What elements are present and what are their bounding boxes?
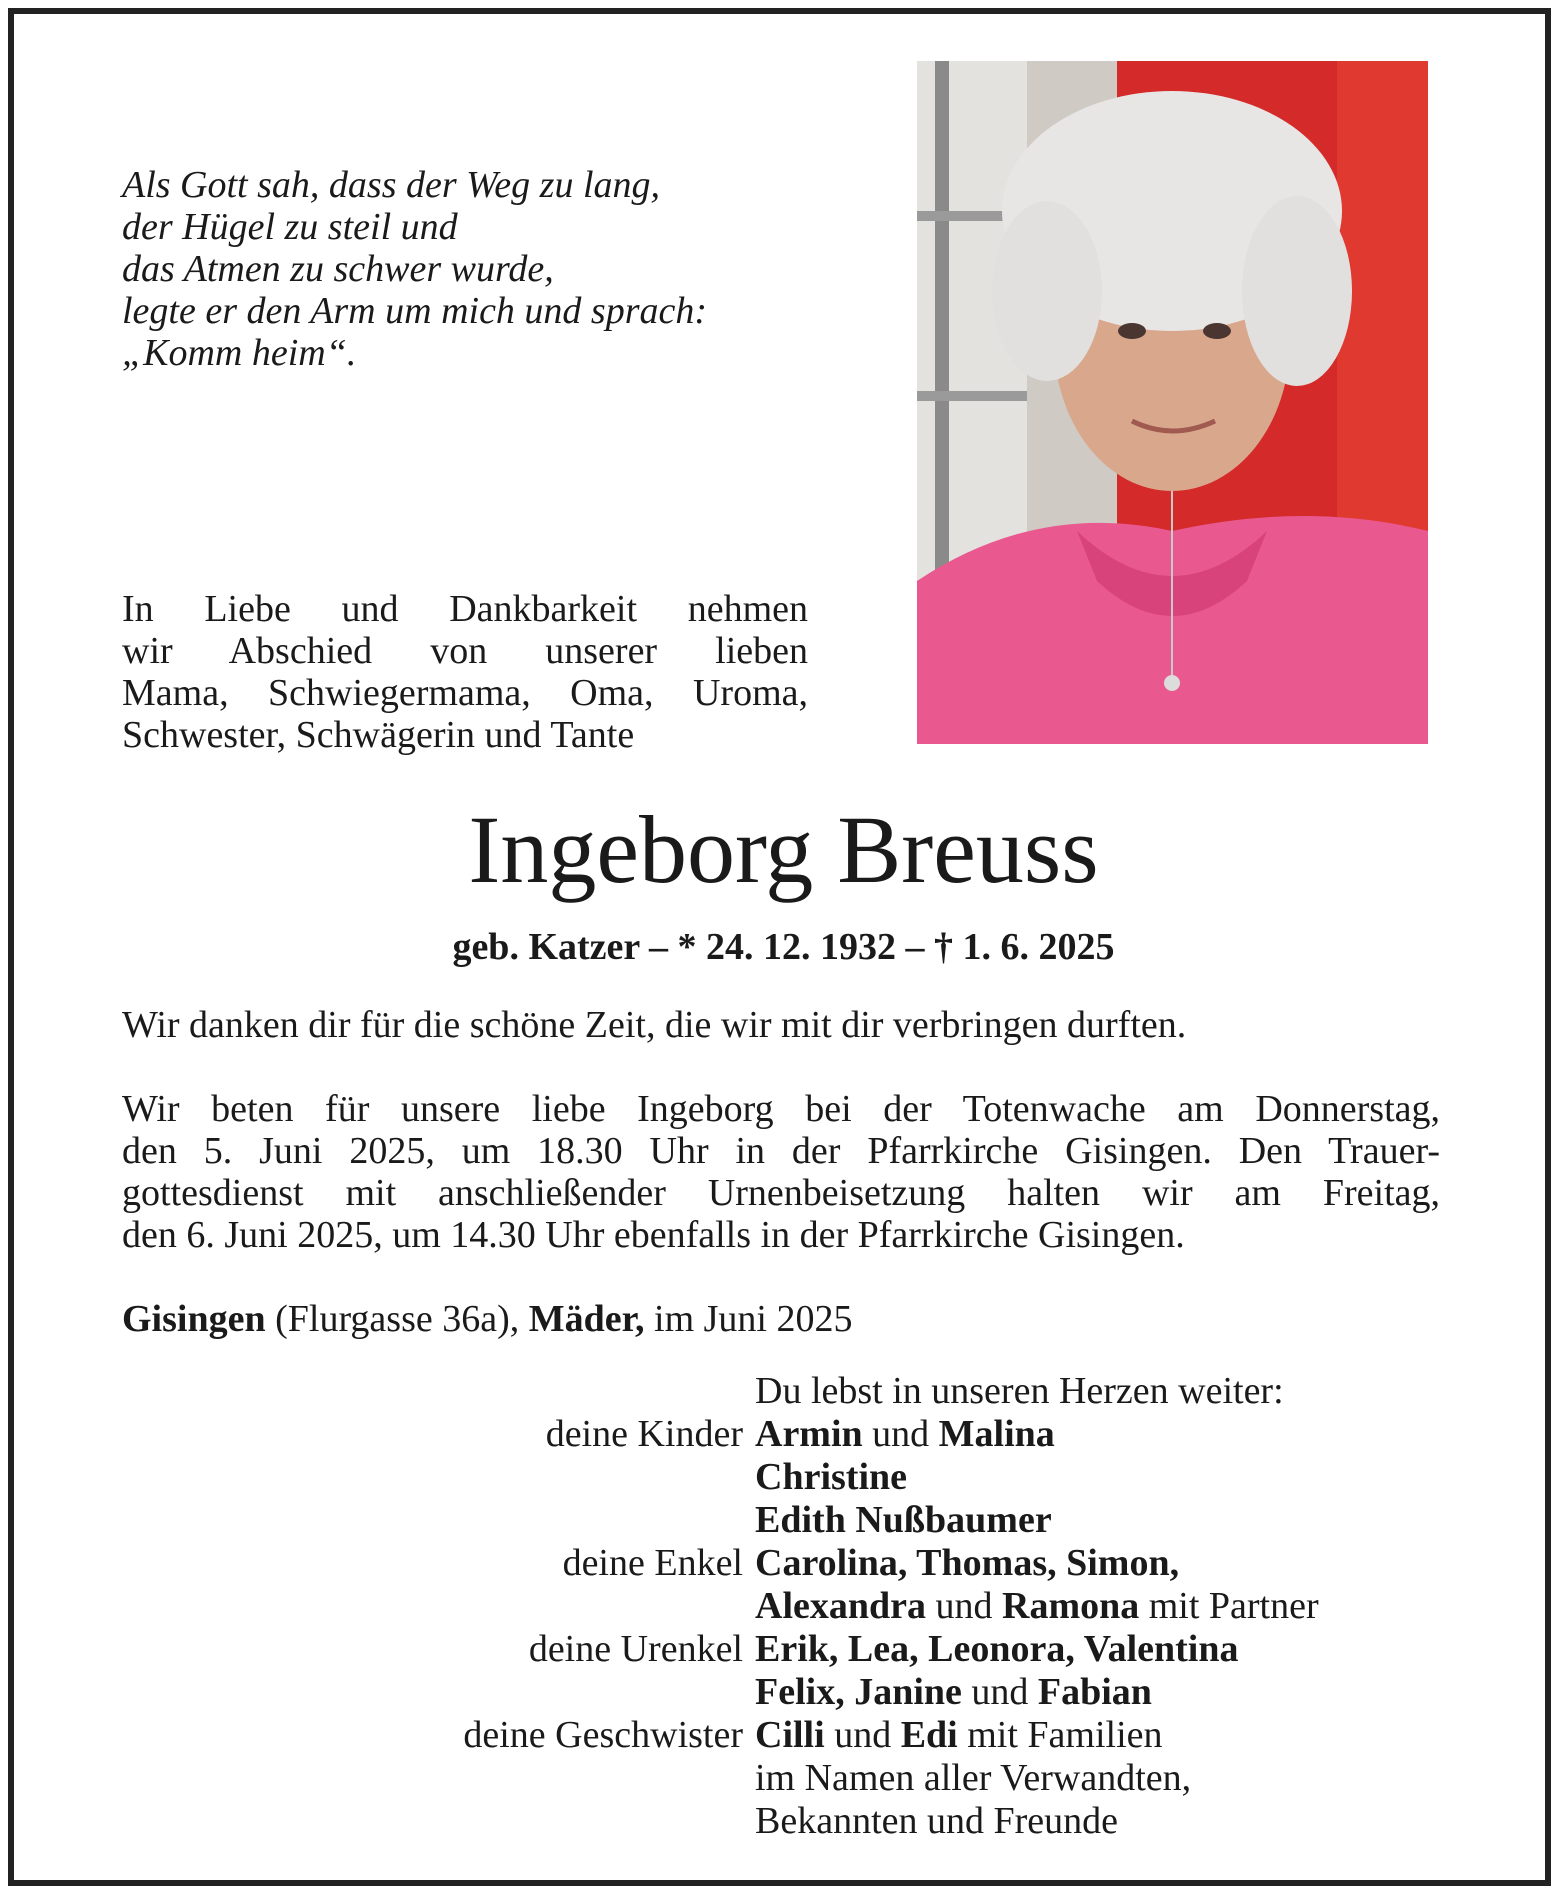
mourner-name: Edith Nußbaumer — [755, 1499, 1052, 1541]
intro-line: Mama, Schwiegermama, Oma, Uroma, — [122, 672, 808, 714]
children-label: deine Kinder — [545, 1413, 743, 1455]
intro-line: wir Abschied von unserer lieben — [122, 630, 808, 672]
deceased-details: geb. Katzer – * 24. 12. 1932 – † 1. 6. 2025 — [452, 926, 1115, 968]
portrait-photo — [917, 61, 1428, 744]
town-maeder: Mäder, — [528, 1298, 645, 1340]
grandchildren-label: deine Enkel — [562, 1542, 743, 1584]
poem-line: legte er den Arm um mich und sprach: — [122, 290, 708, 332]
greatgrandchildren-label: deine Urenkel — [528, 1628, 743, 1670]
suffix: mit Partner — [1139, 1585, 1319, 1627]
mourner-name: Christine — [755, 1456, 907, 1498]
mourner-name: Fabian — [1037, 1671, 1152, 1713]
service-line: gottesdienst mit anschließender Urnenbeisetzung halten wir am Freitag, — [122, 1172, 1440, 1214]
mourner-name: Edi — [900, 1714, 958, 1756]
siblings-line — [755, 1714, 1163, 1757]
grandchildren-line — [755, 1585, 1319, 1628]
poem-line: der Hügel zu steil und — [122, 206, 458, 248]
mourner-name: Ramona — [1002, 1585, 1140, 1627]
notice-date: im Juni 2025 — [644, 1298, 853, 1340]
service-line: den 5. Juni 2025, um 18.30 Uhr in der Pfarrkirche Gisingen. Den Trauer- — [122, 1130, 1440, 1172]
conjunction: und — [824, 1714, 901, 1756]
conjunction: und — [862, 1413, 939, 1455]
address: (Flurgasse 36a), — [265, 1298, 529, 1340]
mourners-heading: Du lebst in unseren Herzen weiter: — [755, 1370, 1284, 1412]
mourner-names: Erik, Lea, Leonora, Valentina — [755, 1628, 1239, 1670]
mourner-name: Felix, Janine — [755, 1671, 962, 1713]
service-line: Wir beten für unsere liebe Ingeborg bei der Totenwache am Donnerstag, — [122, 1088, 1440, 1130]
poem-line: Als Gott sah, dass der Weg zu lang, — [122, 164, 661, 206]
deceased-name: Ingeborg Breuss — [468, 796, 1099, 903]
portrait-illustration — [917, 61, 1428, 744]
town-gisingen: Gisingen — [122, 1298, 266, 1340]
closing-line: Bekannten und Freunde — [755, 1800, 1119, 1842]
suffix: mit Familien — [957, 1714, 1163, 1756]
poem-line: das Atmen zu schwer wurde, — [122, 248, 554, 290]
intro-line: In Liebe und Dankbarkeit nehmen — [122, 588, 808, 630]
greatgrandchildren-line — [755, 1671, 1152, 1714]
intro-text — [122, 588, 808, 756]
place-date — [122, 1298, 1440, 1340]
mourner-names: Carolina, Thomas, Simon, — [755, 1542, 1180, 1584]
mourner-name: Alexandra — [755, 1585, 926, 1627]
mourner-name: Malina — [938, 1413, 1055, 1455]
siblings-label: deine Geschwister — [463, 1714, 743, 1756]
thanks-text: Wir danken dir für die schöne Zeit, die wir mit dir verbringen durften. — [122, 1004, 1187, 1046]
poem — [122, 164, 822, 374]
service-line: den 6. Juni 2025, um 14.30 Uhr ebenfalls in der Pfarrkirche Gisingen. — [122, 1214, 1185, 1256]
children-line — [755, 1413, 1055, 1456]
conjunction: und — [961, 1671, 1038, 1713]
intro-line: Schwester, Schwägerin und Tante — [122, 714, 635, 756]
mourner-name: Cilli — [755, 1714, 825, 1756]
mourner-name: Armin — [755, 1413, 863, 1455]
service-text — [122, 1088, 1440, 1256]
conjunction: und — [926, 1585, 1002, 1627]
mourners-list — [0, 1370, 1567, 1843]
poem-line: „Komm heim“. — [122, 332, 357, 374]
closing-line: im Namen aller Verwandten, — [755, 1757, 1192, 1799]
